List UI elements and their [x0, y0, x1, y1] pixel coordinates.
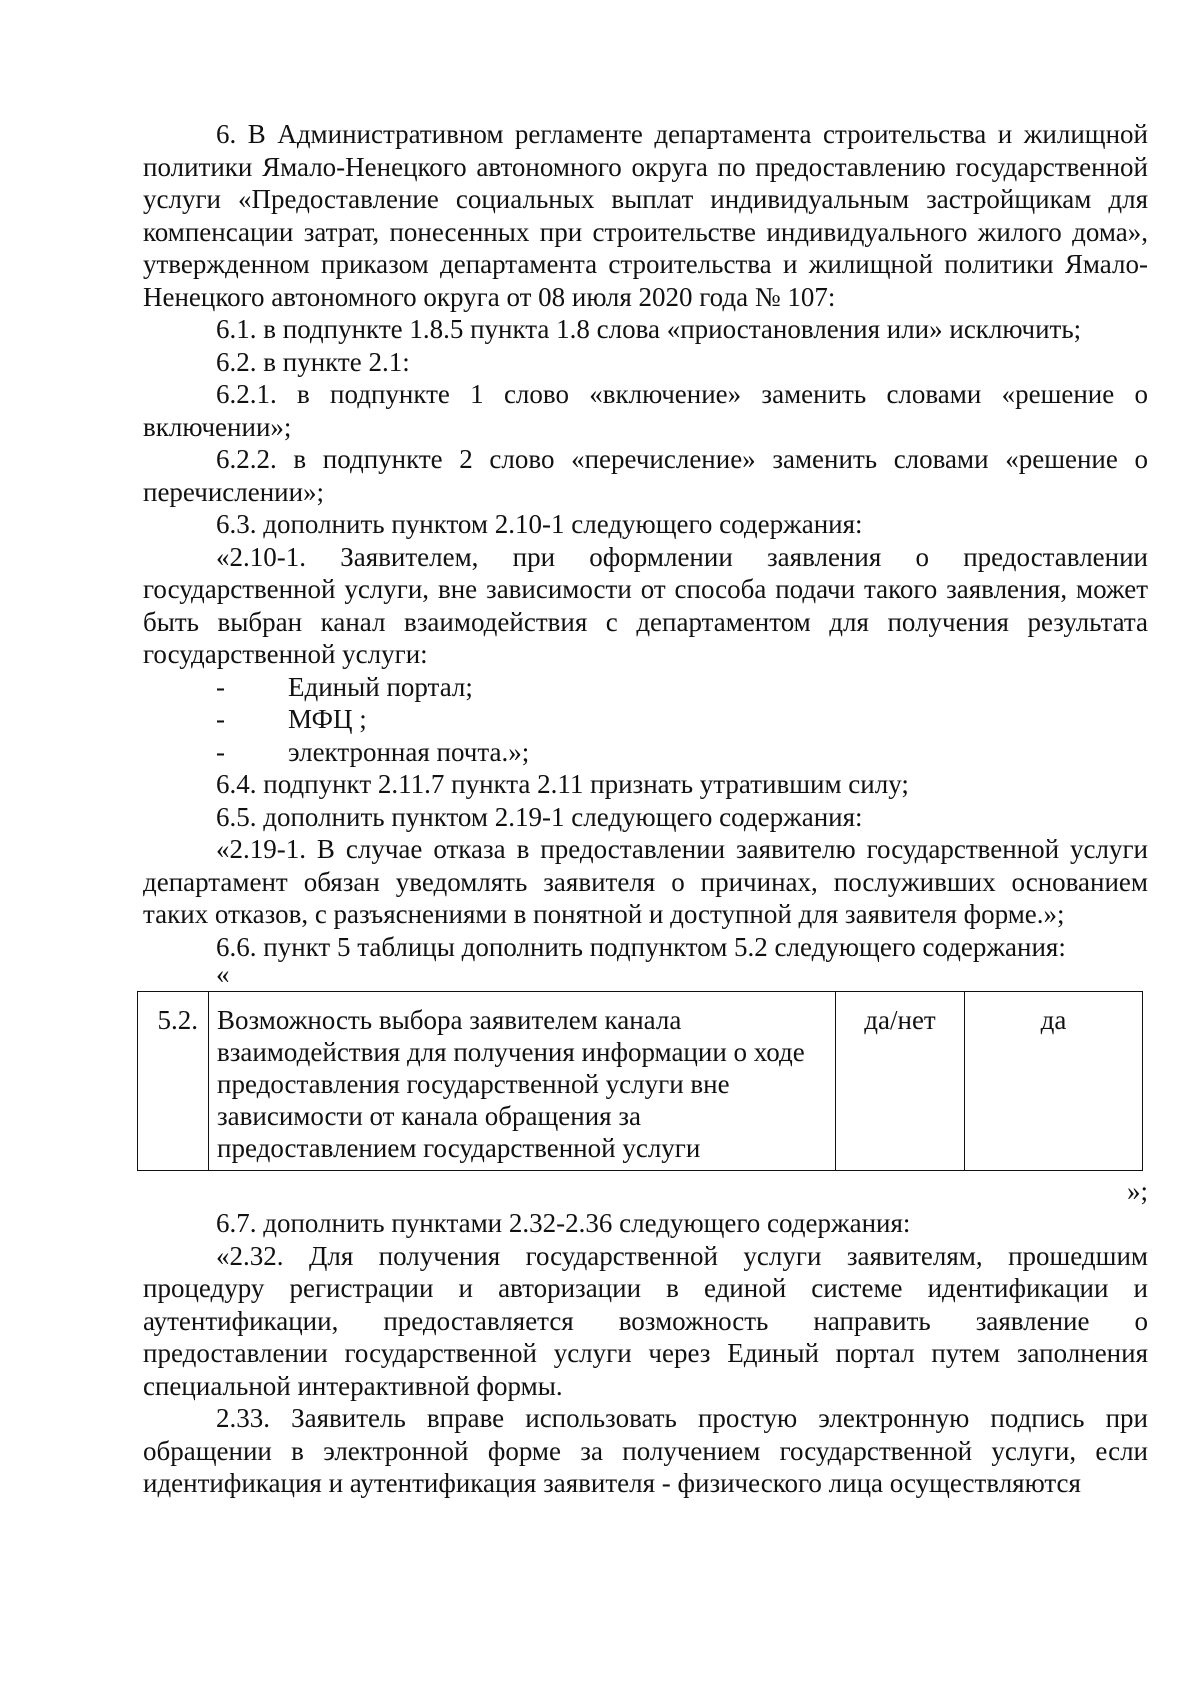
list-item-text: МФЦ ;	[288, 704, 367, 734]
paragraph-2-10-1: «2.10-1. Заявителем, при оформлении заявления о предоставлении государственной услуги, вне зависимости от способа подачи такого заявления, может быть выбран канал взаимодействия с департаментом для получения результата государственной услуги:	[143, 541, 1148, 669]
paragraph-6-4: 6.4. подпункт 2.11.7 пункта 2.11 признать утратившим силу;	[216, 769, 909, 799]
paragraph-6-2: 6.2. в пункте 2.1:	[216, 346, 410, 377]
table-cell-unit: да/нет	[836, 992, 965, 1171]
document-body	[143, 118, 1148, 1500]
list-item-text: Единый портал;	[288, 671, 473, 702]
list-dash: -	[216, 736, 225, 767]
paragraph-6-6: 6.6. пункт 5 таблицы дополнить подпунктом 5.2 следующего содержания:	[216, 931, 1066, 962]
paragraph-6-3: 6.3. дополнить пунктом 2.10-1 следующего содержания:	[216, 509, 863, 539]
list-dash: -	[216, 704, 225, 734]
table-row	[138, 992, 1143, 1171]
list-item-text: электронная почта.»;	[288, 736, 530, 767]
paragraph-2-33: 2.33. Заявитель вправе использовать простую электронную подпись при обращении в электронной форме за получением государственной услуги, если идентификация и аутентификация заявителя - физического лица осуществляются	[143, 1403, 1148, 1498]
paragraph-6-1: 6.1. в подпункте 1.8.5 пункта 1.8 слова «приостановления или» исключить;	[216, 314, 1082, 344]
table-open-quote: «	[216, 959, 230, 989]
list-item	[143, 736, 1148, 769]
table-cell-description: Возможность выбора заявителем канала взаимодействия для получения информации о ходе предоставления государственной услуги вне зависимости от канала обращения за предоставлением государственной услуги	[209, 992, 836, 1171]
paragraph-2-19-1: «2.19-1. В случае отказа в предоставлении заявителю государственной услуги департамент обязан уведомлять заявителя о причинах, послуживших основанием таких отказов, с разъяснениями в понятной и доступной для заявителя форме.»;	[143, 834, 1148, 929]
list-dash: -	[216, 671, 225, 702]
table-close-quote: »;	[1126, 1176, 1148, 1206]
list-item	[143, 703, 1148, 736]
list-item	[143, 671, 1148, 704]
table-cell-number: 5.2.	[138, 992, 209, 1171]
paragraph-2-32: «2.32. Для получения государственной услуги заявителям, прошедшим процедуру регистрации и авторизации в единой системе идентификации и аутентификации, предоставляется возможность направить заявление о предоставлении государственной услуги через Единый портал путем заполнения специальной интерактивной формы.	[143, 1240, 1148, 1401]
paragraph-6-2-1: 6.2.1. в подпункте 1 слово «включение» заменить словами «решение о включении»;	[143, 379, 1148, 442]
paragraph-6-2-2: 6.2.2. в подпункте 2 слово «перечисление» заменить словами «решение о перечислении»;	[143, 444, 1148, 507]
paragraph-6-5: 6.5. дополнить пунктом 2.19-1 следующего содержания:	[216, 801, 863, 832]
table-cell-value: да	[965, 992, 1143, 1171]
paragraph-6: 6. В Административном регламенте департамента строительства и жилищной политики Ямало-Ненецкого автономного округа по предоставлению государственной услуги «Предоставление социальных выплат индивидуальным застройщикам для компенсации затрат, понесенных при строительстве индивидуального жилого дома», утвержденном приказом департамента строительства и жилищной политики Ямало-Ненецкого автономного округа от 08 июля 2020 года № 107:	[143, 119, 1148, 312]
amendment-table	[137, 991, 1143, 1171]
paragraph-6-7: 6.7. дополнить пунктами 2.32-2.36 следующего содержания:	[216, 1208, 911, 1238]
